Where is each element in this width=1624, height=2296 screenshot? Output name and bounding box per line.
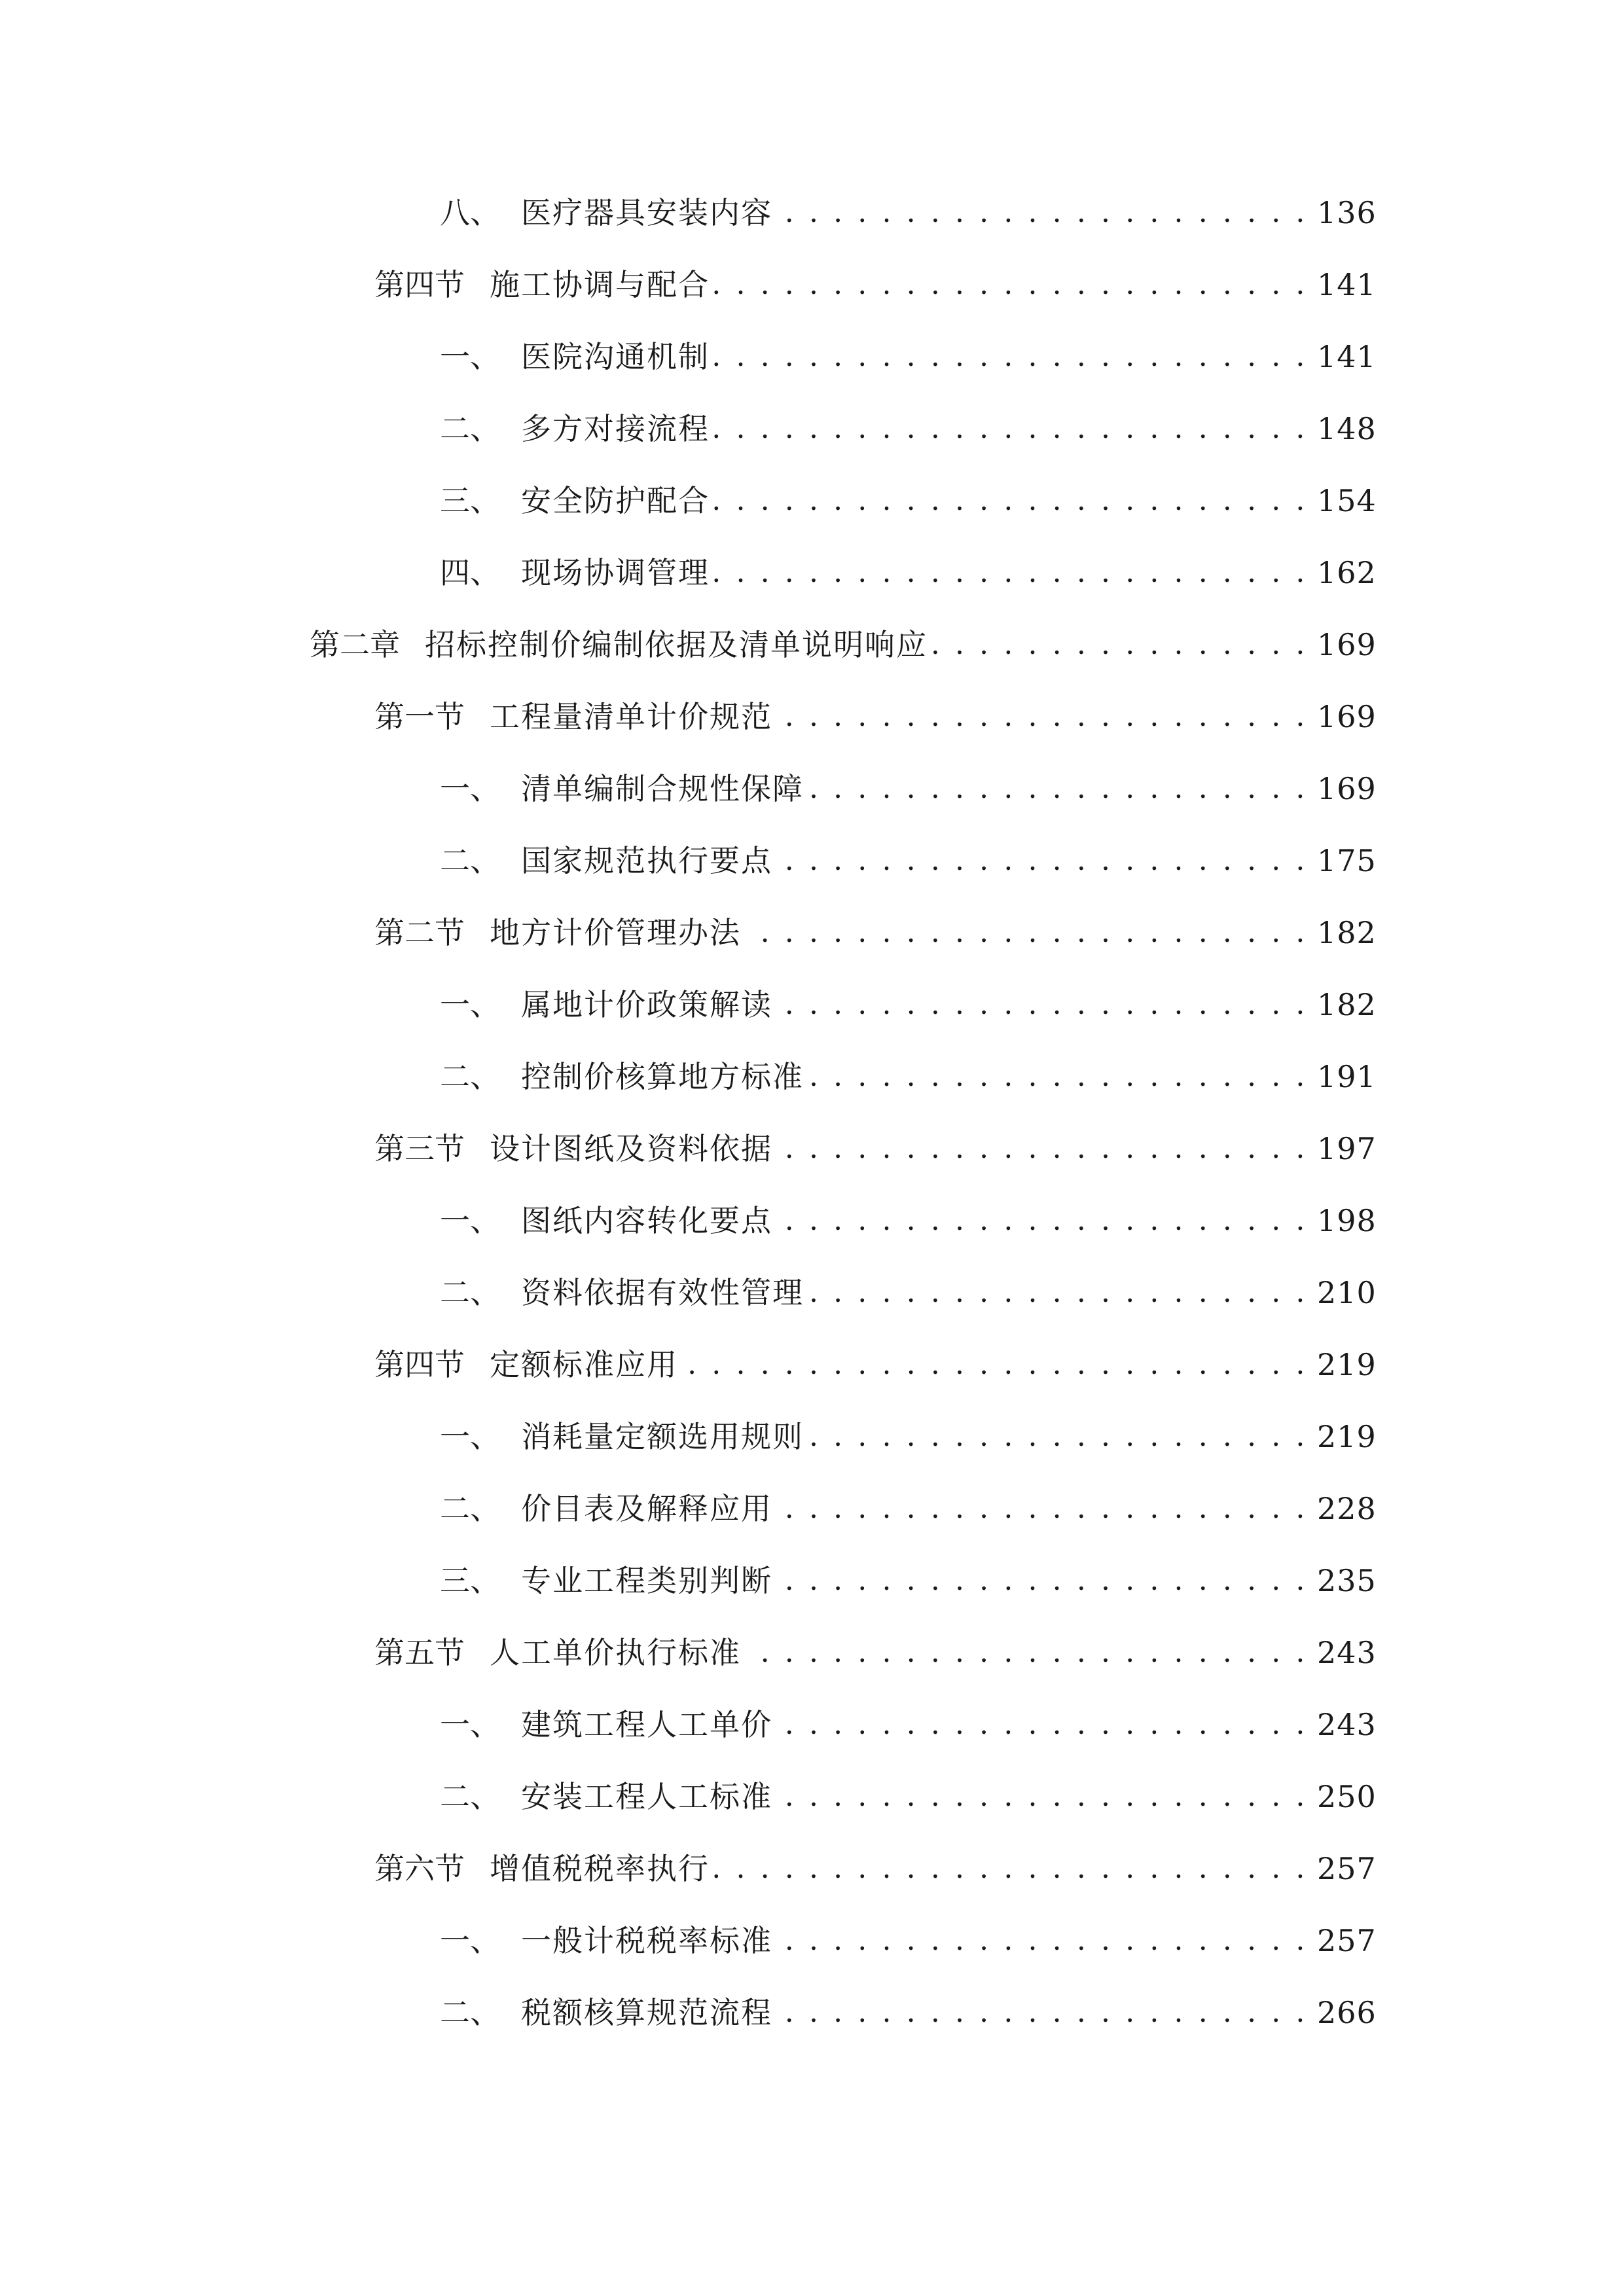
toc-entry-page: 228 [1317, 1491, 1377, 1526]
toc-entry-title: 国家规范执行要点 [521, 843, 772, 878]
toc-entry-number: 三、 [440, 483, 500, 518]
dot-leader [776, 1126, 1308, 1172]
toc-entry-number: 一、 [440, 987, 500, 1022]
toc-entry-title: 属地计价政策解读 [521, 987, 772, 1022]
toc-entry-title: 增值税税率执行 [490, 1851, 710, 1886]
toc-entry-page: 210 [1317, 1275, 1377, 1310]
toc-entry-number: 一、 [440, 339, 500, 374]
toc-entry[interactable] [374, 1342, 1377, 1388]
toc-entry-page: 219 [1317, 1347, 1377, 1382]
dot-leader [808, 1270, 1308, 1316]
toc-entry-number: 第三节 [374, 1131, 465, 1166]
toc-entry[interactable] [440, 982, 1377, 1028]
toc-entry[interactable] [440, 1558, 1377, 1604]
toc-entry-title: 专业工程类别判断 [521, 1563, 772, 1598]
toc-entry-title: 现场协调管理 [521, 555, 710, 590]
toc-entry[interactable] [310, 622, 1377, 668]
toc-entry-number: 二、 [440, 411, 500, 446]
toc-entry-title: 税额核算规范流程 [521, 1995, 772, 2030]
toc-entry-number: 第一节 [374, 699, 465, 734]
toc-entry-number: 四、 [440, 555, 500, 590]
dot-leader [931, 622, 1308, 668]
dot-leader [808, 1054, 1308, 1100]
dot-leader [808, 1414, 1308, 1460]
toc-entry-page: 219 [1317, 1419, 1377, 1454]
toc-entry-page: 197 [1317, 1131, 1377, 1166]
toc-entry-page: 154 [1317, 483, 1377, 518]
toc-entry[interactable] [440, 766, 1377, 812]
toc-entry[interactable] [440, 1054, 1377, 1100]
toc-entry-title: 安装工程人工标准 [521, 1779, 772, 1814]
toc-entry-number: 二、 [440, 1491, 500, 1526]
toc-entry-number: 第四节 [374, 1347, 465, 1382]
toc-entry-number: 二、 [440, 843, 500, 878]
toc-entry-title: 建筑工程人工单价 [521, 1707, 772, 1742]
toc-entry-page: 148 [1317, 411, 1377, 446]
toc-entry[interactable] [374, 262, 1377, 308]
toc-entry-number: 第二章 [310, 627, 400, 662]
toc-entry-title: 设计图纸及资料依据 [490, 1131, 772, 1166]
toc-entry-title: 定额标准应用 [490, 1347, 678, 1382]
toc-entry-page: 141 [1317, 339, 1377, 374]
toc-entry-number: 第六节 [374, 1851, 465, 1886]
dot-leader [808, 766, 1308, 812]
toc-entry-title: 医疗器具安装内容 [521, 195, 772, 230]
dot-leader [745, 910, 1308, 956]
toc-entry-title: 地方计价管理办法 [490, 915, 741, 950]
toc-entry-page: 136 [1317, 195, 1377, 230]
dot-leader [776, 1774, 1308, 1820]
toc-entry-title: 资料依据有效性管理 [521, 1275, 804, 1310]
dot-leader [776, 1918, 1308, 1964]
dot-leader [682, 1342, 1308, 1388]
toc-entry-number: 第二节 [374, 915, 465, 950]
dot-leader [713, 1846, 1308, 1892]
toc-entry[interactable] [440, 478, 1377, 524]
toc-entry[interactable] [440, 1990, 1377, 2036]
dot-leader [776, 838, 1308, 884]
dot-leader [776, 982, 1308, 1028]
toc-entry-page: 243 [1317, 1707, 1377, 1742]
toc-entry[interactable] [374, 1846, 1377, 1892]
toc-entry-number: 一、 [440, 1707, 500, 1742]
dot-leader [776, 1558, 1308, 1604]
toc-entry[interactable] [440, 838, 1377, 884]
toc-entry-number: 八、 [440, 195, 500, 230]
toc-entry-number: 第五节 [374, 1635, 465, 1670]
toc-entry-title: 一般计税税率标准 [521, 1923, 772, 1958]
toc-entry[interactable] [440, 550, 1377, 596]
toc-entry-title: 招标控制价编制依据及清单说明响应 [425, 627, 928, 662]
toc-entry-number: 二、 [440, 1275, 500, 1310]
dot-leader [713, 334, 1308, 380]
toc-entry-number: 一、 [440, 1419, 500, 1454]
toc-entry-page: 257 [1317, 1923, 1377, 1958]
toc-entry-title: 清单编制合规性保障 [521, 771, 804, 806]
toc-entry-page: 141 [1317, 267, 1377, 302]
toc-entry[interactable] [440, 1918, 1377, 1964]
dot-leader [776, 1702, 1308, 1748]
toc-entry-page: 266 [1317, 1995, 1377, 2030]
toc-entry[interactable] [440, 1270, 1377, 1316]
toc-entry-title: 图纸内容转化要点 [521, 1203, 772, 1238]
toc-entry-title: 多方对接流程 [521, 411, 710, 446]
toc-entry[interactable] [440, 1774, 1377, 1820]
toc-entry-number: 一、 [440, 1203, 500, 1238]
toc-entry[interactable] [440, 190, 1377, 236]
toc-entry-title: 消耗量定额选用规则 [521, 1419, 804, 1454]
dot-leader [776, 694, 1308, 740]
dot-leader [776, 1198, 1308, 1244]
toc-entry[interactable] [440, 334, 1377, 380]
toc-entry-title: 控制价核算地方标准 [521, 1059, 804, 1094]
toc-entry[interactable] [440, 1486, 1377, 1532]
toc-entry[interactable] [440, 1414, 1377, 1460]
toc-entry-page: 169 [1317, 699, 1377, 734]
toc-entry-number: 二、 [440, 1779, 500, 1814]
toc-entry-page: 250 [1317, 1779, 1377, 1814]
toc-entry[interactable] [374, 910, 1377, 956]
toc-entry-title: 安全防护配合 [521, 483, 710, 518]
toc-entry-number: 二、 [440, 1995, 500, 2030]
dot-leader [713, 550, 1308, 596]
toc-entry[interactable] [440, 1198, 1377, 1244]
toc-entry-title: 工程量清单计价规范 [490, 699, 772, 734]
toc-entry-number: 一、 [440, 771, 500, 806]
toc-entry-page: 182 [1317, 915, 1377, 950]
toc-entry-page: 175 [1317, 843, 1377, 878]
toc-entry-title: 价目表及解释应用 [521, 1491, 772, 1526]
toc-entry[interactable] [374, 1630, 1377, 1676]
toc-entry-page: 191 [1317, 1059, 1377, 1094]
toc-entry-title: 人工单价执行标准 [490, 1635, 741, 1670]
toc-entry[interactable] [440, 1702, 1377, 1748]
toc-entry-number: 一、 [440, 1923, 500, 1958]
toc-entry[interactable] [374, 1126, 1377, 1172]
toc-entry-number: 第四节 [374, 267, 465, 302]
dot-leader [776, 190, 1308, 236]
dot-leader [713, 478, 1308, 524]
toc-entry-page: 243 [1317, 1635, 1377, 1670]
toc-entry-page: 162 [1317, 555, 1377, 590]
toc-entry-title: 施工协调与配合 [490, 267, 710, 302]
toc-entry-number: 二、 [440, 1059, 500, 1094]
toc-entry-page: 257 [1317, 1851, 1377, 1886]
dot-leader [713, 262, 1308, 308]
dot-leader [776, 1486, 1308, 1532]
toc-entry-page: 169 [1317, 771, 1377, 806]
dot-leader [776, 1990, 1308, 2036]
toc-entry-page: 198 [1317, 1203, 1377, 1238]
toc-entry-page: 182 [1317, 987, 1377, 1022]
toc-entry-page: 169 [1317, 627, 1377, 662]
dot-leader [713, 406, 1308, 452]
toc-entry[interactable] [440, 406, 1377, 452]
toc-entry-title: 医院沟通机制 [521, 339, 710, 374]
toc-entry[interactable] [374, 694, 1377, 740]
toc-entry-page: 235 [1317, 1563, 1377, 1598]
toc-entry-number: 三、 [440, 1563, 500, 1598]
dot-leader [745, 1630, 1308, 1676]
